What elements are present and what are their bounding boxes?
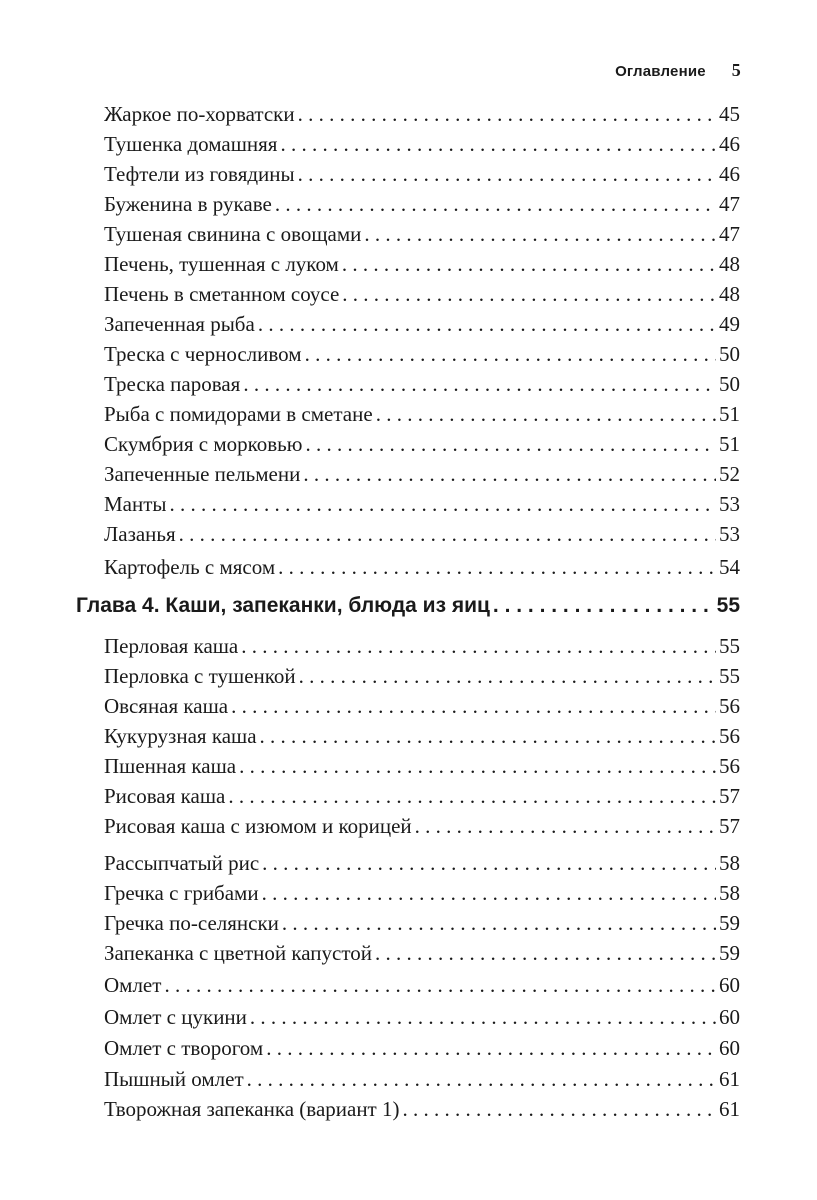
toc-entry-page: 61	[719, 1067, 740, 1091]
toc-entry[interactable]	[104, 102, 740, 132]
section-title: Оглавление	[615, 63, 706, 80]
toc-entry-page: 56	[719, 754, 740, 778]
dot-leader	[402, 1097, 716, 1122]
dot-leader	[342, 282, 716, 307]
toc-entry-page: 48	[719, 252, 740, 276]
dot-leader	[179, 522, 716, 547]
dot-leader	[282, 911, 716, 936]
toc-entry-page: 56	[719, 724, 740, 748]
toc-entry-title: Гречка с грибами	[104, 881, 259, 905]
dot-leader	[342, 252, 716, 277]
toc-entry-page: 47	[719, 222, 740, 246]
toc-entry-title: Треска паровая	[104, 372, 241, 396]
running-header	[615, 60, 741, 81]
toc-entry-title: Рыба с помидорами в сметане	[104, 402, 373, 426]
toc-entry-title: Творожная запеканка (вариант 1)	[104, 1097, 400, 1121]
toc-entry-page: 53	[719, 522, 740, 546]
toc-entry-title: Картофель с мясом	[104, 555, 276, 579]
toc-entry-title: Жаркое по-хорватски	[104, 102, 295, 126]
toc-entry-title: Печень в сметанном соусе	[104, 282, 340, 306]
toc-entry-title: Манты	[104, 492, 167, 516]
dot-leader	[231, 694, 716, 719]
toc-entry-page: 46	[719, 132, 740, 156]
toc-entry-page: 57	[719, 784, 740, 808]
toc-entry-page: 60	[719, 1036, 740, 1060]
toc-entry[interactable]	[104, 1036, 740, 1066]
toc-entry[interactable]	[104, 634, 740, 664]
toc-entry-title: Рисовая каша с изюмом и корицей	[104, 814, 412, 838]
dot-leader	[375, 941, 716, 966]
toc-entry-page: 52	[719, 462, 740, 486]
toc-entry[interactable]	[104, 492, 740, 522]
toc-entry-page: 50	[719, 342, 740, 366]
dot-leader	[299, 664, 716, 689]
toc-entry[interactable]	[104, 911, 740, 941]
dot-leader	[266, 1036, 716, 1061]
toc-entry[interactable]	[104, 312, 740, 342]
dot-leader	[241, 634, 716, 659]
toc-entry[interactable]	[104, 342, 740, 372]
toc-entry[interactable]	[104, 694, 740, 724]
toc-entry-page: 48	[719, 282, 740, 306]
toc-entry-page: 53	[719, 492, 740, 516]
dot-leader	[243, 372, 716, 397]
toc-entry-title: Запеченная рыба	[104, 312, 255, 336]
dot-leader	[250, 1005, 716, 1030]
toc-entry-page: 59	[719, 941, 740, 965]
toc-entry-page: 59	[719, 911, 740, 935]
toc-entry-page: 45	[719, 102, 740, 126]
toc-entry-title: Пышный омлет	[104, 1067, 244, 1091]
toc-entry-title: Тефтели из говядины	[104, 162, 295, 186]
toc-entry-title: Запеканка с цветной капустой	[104, 941, 372, 965]
toc-entry[interactable]	[104, 555, 740, 585]
toc-entry[interactable]	[104, 1097, 740, 1127]
toc-entry-title: Рассыпчатый рис	[104, 851, 260, 875]
toc-entry[interactable]	[104, 432, 740, 462]
dot-leader	[298, 102, 716, 127]
toc-entry-title: Буженина в рукаве	[104, 192, 272, 216]
toc-entry-page: 49	[719, 312, 740, 336]
toc-entry-page: 54	[719, 555, 740, 579]
dot-leader	[262, 881, 716, 906]
dot-leader	[275, 192, 716, 217]
toc-entry-title: Тушеная свинина с овощами	[104, 222, 362, 246]
toc-entry-title: Омлет с цукини	[104, 1005, 247, 1029]
toc-entry-title: Перловка с тушенкой	[104, 664, 296, 688]
dot-leader	[305, 342, 716, 367]
toc-entry[interactable]	[104, 941, 740, 971]
page-number: 5	[731, 60, 741, 80]
toc-entry-page: 56	[719, 694, 740, 718]
dot-leader	[258, 312, 716, 337]
chapter-title: Глава 4. Каши, запеканки, блюда из яиц	[76, 594, 490, 617]
toc-entry-page: 46	[719, 162, 740, 186]
toc-entry-title: Пшенная каша	[104, 754, 237, 778]
toc-entry-page: 60	[719, 973, 740, 997]
toc-entry[interactable]	[104, 282, 740, 312]
toc-entry-title: Запеченные пельмени	[104, 462, 301, 486]
toc-entry-page: 60	[719, 1005, 740, 1029]
toc-entry-title: Лазанья	[104, 522, 176, 546]
toc-entry[interactable]	[104, 814, 740, 844]
chapter-page: 55	[716, 594, 740, 617]
toc-entry-title: Треска с черносливом	[104, 342, 302, 366]
toc-entry-page: 50	[719, 372, 740, 396]
toc-entry[interactable]	[104, 973, 740, 1003]
toc-entry-title: Омлет с творогом	[104, 1036, 264, 1060]
toc-entry-page: 47	[719, 192, 740, 216]
toc-entry-title: Печень, тушенная с луком	[104, 252, 339, 276]
toc-entry[interactable]	[104, 522, 740, 552]
dot-leader	[305, 432, 716, 457]
dot-leader	[228, 784, 716, 809]
toc-entry-page: 61	[719, 1097, 740, 1121]
toc-entry[interactable]	[104, 754, 740, 784]
toc-entry-title: Перловая каша	[104, 634, 239, 658]
dot-leader	[280, 132, 716, 157]
toc-entry-page: 55	[719, 634, 740, 658]
toc-chapter-heading[interactable]	[76, 594, 740, 624]
toc-entry[interactable]	[104, 402, 740, 432]
toc-entry[interactable]	[104, 851, 740, 881]
toc-entry[interactable]	[104, 192, 740, 222]
dot-leader	[298, 162, 716, 187]
toc-entry[interactable]	[104, 222, 740, 252]
toc-entry[interactable]	[104, 132, 740, 162]
toc-entry[interactable]	[104, 664, 740, 694]
dot-leader	[303, 462, 716, 487]
dot-leader	[364, 222, 716, 247]
toc-entry-page: 55	[719, 664, 740, 688]
toc-entry[interactable]	[104, 1005, 740, 1035]
dot-leader	[239, 754, 716, 779]
toc-entry[interactable]	[104, 372, 740, 402]
toc-entry-title: Овсяная каша	[104, 694, 229, 718]
toc-entry[interactable]	[104, 1067, 740, 1097]
toc-entry-page: 57	[719, 814, 740, 838]
toc-entry-page: 51	[719, 402, 740, 426]
toc-entry-page: 51	[719, 432, 740, 456]
dot-leader	[376, 402, 716, 427]
toc-entry-title: Скумбрия с морковью	[104, 432, 303, 456]
toc-entry[interactable]	[104, 724, 740, 754]
dot-leader	[170, 492, 716, 517]
dot-leader	[260, 724, 716, 749]
dot-leader	[247, 1067, 716, 1092]
toc-entry-title: Тушенка домашняя	[104, 132, 278, 156]
dot-leader	[415, 814, 716, 839]
toc-entry-title: Кукурузная каша	[104, 724, 257, 748]
toc-entry-page: 58	[719, 851, 740, 875]
toc-entry[interactable]	[104, 784, 740, 814]
toc-entry-title: Омлет	[104, 973, 162, 997]
toc-entry-title: Гречка по-селянски	[104, 911, 279, 935]
toc-entry[interactable]	[104, 252, 740, 282]
toc-entry[interactable]	[104, 881, 740, 911]
dot-leader	[493, 594, 714, 618]
dot-leader	[164, 973, 716, 998]
dot-leader	[262, 851, 716, 876]
toc-entry[interactable]	[104, 462, 740, 492]
toc-entry[interactable]	[104, 162, 740, 192]
toc-entry-page: 58	[719, 881, 740, 905]
toc-entry-title: Рисовая каша	[104, 784, 226, 808]
dot-leader	[278, 555, 716, 580]
